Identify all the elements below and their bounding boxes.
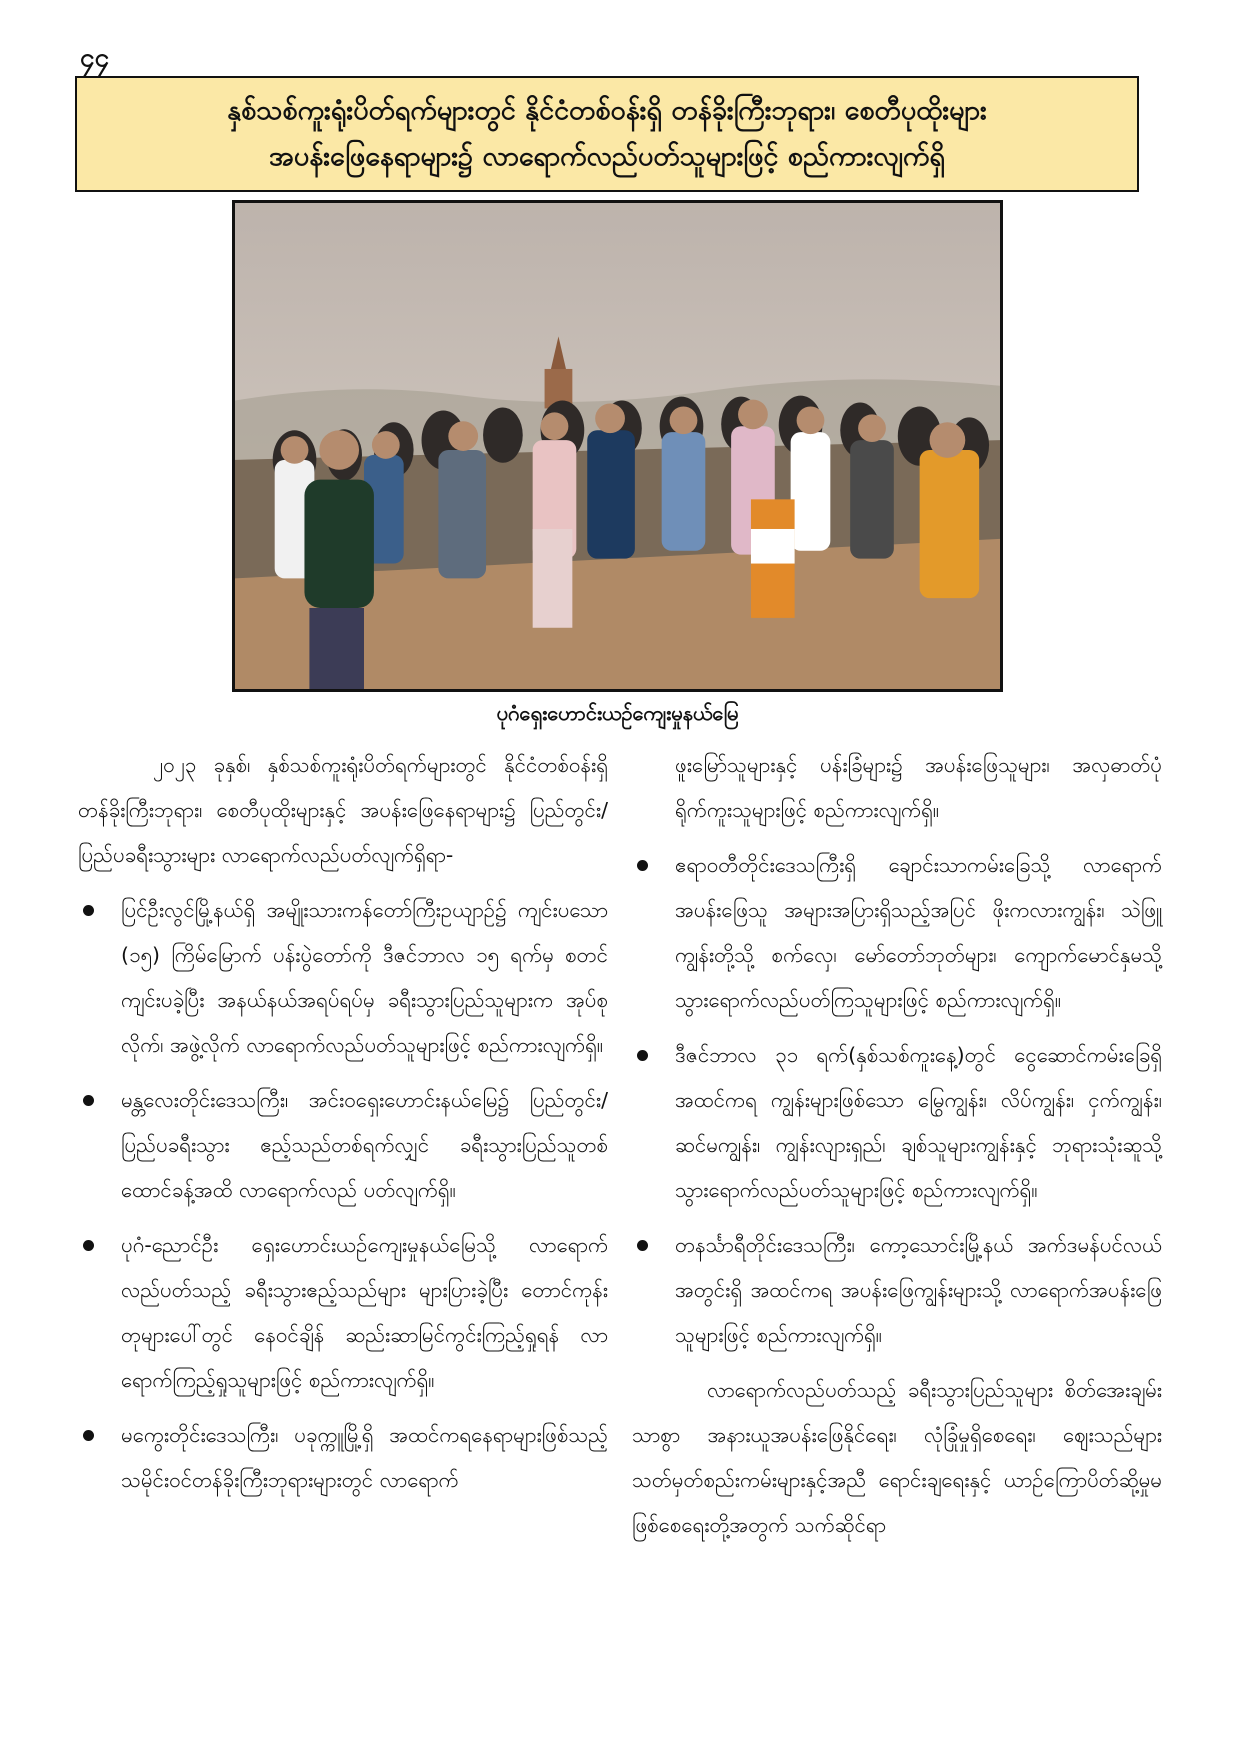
intro-paragraph: ၂၀၂၃ ခုနှစ်၊ နှစ်သစ်ကူးရုံးပိတ်ရက်များတွင် နိုင်ငံတစ်ဝန်းရှိ တန်ခိုးကြီးဘုရား၊ စေတီပုထိုးများနှင့် အပန်းဖြေနေရာများ၌ ပြည်တွင်း/ပြည်ပခရီးသွားများ လာရောက်လည်ပတ်လျက်ရှိရာ- — [78, 753, 608, 867]
list-item: မန္တလေးတိုင်းဒေသကြီး၊ အင်းဝရှေးဟောင်းနယ်မြေ၌ ပြည်တွင်း/ပြည်ပခရီးသွား ဧည့်သည်တစ်ရက်လျှင် ခရီးသွားပြည်သူတစ်ထောင်ခန့်အထိ လာရောက်လည် ပတ်လျက်ရှိ။ — [78, 1078, 608, 1213]
list-item: ပြင်ဦးလွင်မြို့နယ်ရှိ အမျိုးသားကန်တော်ကြီးဥယျာဉ်၌ ကျင်းပသော (၁၅) ကြိမ်မြောက် ပန်းပွဲတော်ကို ဒီဇင်ဘာလ ၁၅ ရက်မှ စတင်ကျင်းပခဲ့ပြီး အနယ်နယ်အရပ်ရပ်မှ ခရီးသွားပြည်သူများက အုပ်စုလိုက်၊ အဖွဲ့လိုက် လာရောက်လည်ပတ်သူများဖြင့် စည်ကားလျက်ရှိ။ — [78, 888, 608, 1068]
page-number: ၄၄ — [80, 43, 110, 73]
left-column — [78, 743, 608, 1513]
headline-line-2: အပန်းဖြေနေရာများ၌ လာရောက်လည်ပတ်သူများဖြင့် စည်ကားလျက်ရှိ — [269, 141, 945, 172]
list-item: မကွေးတိုင်းဒေသကြီး၊ ပခုက္ကူမြို့ရှိ အထင်ကရနေရာများဖြစ်သည့် သမိုင်းဝင်တန်ခိုးကြီးဘုရားများတွင် လာရောက် — [78, 1413, 608, 1503]
continued-bullet-text: ဖူးမြော်သူများနှင့် ပန်းခြံများ၌ အပန်းဖြေသူများ၊ အလှဓာတ်ပုံရိုက်ကူးသူများဖြင့် စည်ကားလျက်ရှိ။ — [675, 753, 1162, 822]
list-item: ဒီဇင်ဘာလ ၃၁ ရက်(နှစ်သစ်ကူးနေ့)တွင် ငွေဆောင်ကမ်းခြေရှိ အထင်ကရ ကျွန်းများဖြစ်သော မြွေကျွန်း၊ လိပ်ကျွန်း၊ ငှက်ကျွန်း၊ ဆင်မကျွန်း၊ ကျွန်းလျားရှည်၊ ချစ်သူများကျွန်းနှင့် ဘုရားသုံးဆူသို့ သွားရောက်လည်ပတ်သူများဖြင့် စည်ကားလျက်ရှိ။ — [632, 1033, 1162, 1213]
crowd-photo — [232, 200, 1003, 692]
list-item: ပုဂံ-ညောင်ဦး ရှေးဟောင်းယဉ်ကျေးမှုနယ်မြေသို့ လာရောက်လည်ပတ်သည့် ခရီးသွားဧည့်သည်များ များပြားခဲ့ပြီး တောင်ကုန်းတုများပေါ်တွင် နေဝင်ချိန် ဆည်းဆာမြင်ကွင်းကြည့်ရှုရန် လာရောက်ကြည့်ရှုသူများဖြင့် စည်ကားလျက်ရှိ။ — [78, 1223, 608, 1403]
right-column — [632, 743, 1162, 1548]
crowd-photo-illustration — [235, 203, 1000, 689]
list-item: တနင်္သာရီတိုင်းဒေသကြီး၊ ကော့သောင်းမြို့နယ် အက်ဒမန်ပင်လယ်အတွင်းရှိ အထင်ကရ အပန်းဖြေကျွန်းများသို့ လာရောက်အပန်းဖြေသူများဖြင့် စည်ကားလျက်ရှိ။ — [632, 1223, 1162, 1358]
right-bullet-list — [632, 843, 1162, 1358]
closing-paragraph: လာရောက်လည်ပတ်သည့် ခရီးသွားပြည်သူများ စိတ်အေးချမ်းသာစွာ အနားယူအပန်းဖြေနိုင်ရေး၊ လုံခြုံမှုရှိစေရေး၊ ဈေးသည်များ သတ်မှတ်စည်းကမ်းများနှင့်အညီ ရောင်းချရေးနှင့် ယာဉ်ကြောပိတ်ဆို့မှုမဖြစ်စေရေးတို့အတွက် သက်ဆိုင်ရာ — [632, 1378, 1162, 1537]
left-bullet-list — [78, 888, 608, 1503]
photo-caption: ပုဂံရှေးဟောင်းယဉ်ကျေးမှုနယ်မြေ — [496, 701, 739, 725]
list-item: ဧရာဝတီတိုင်းဒေသကြီးရှိ ချောင်းသာကမ်းခြေသို့ လာရောက်အပန်းဖြေသူ အများအပြားရှိသည့်အပြင် ဖိုးကလားကျွန်း၊ သဲဖြူကျွန်းတို့သို့ စက်လှေ၊ မော်တော်ဘုတ်များ၊ ကျောက်မောင်နှမသို့ သွားရောက်လည်ပတ်ကြသူများဖြင့် စည်ကားလျက်ရှိ။ — [632, 843, 1162, 1023]
headline-box — [75, 76, 1139, 192]
headline-line-1: နှစ်သစ်ကူးရုံးပိတ်ရက်များတွင် နိုင်ငံတစ်ဝန်းရှိ တန်ခိုးကြီးဘုရား၊ စေတီပုထိုးများ — [227, 95, 987, 126]
